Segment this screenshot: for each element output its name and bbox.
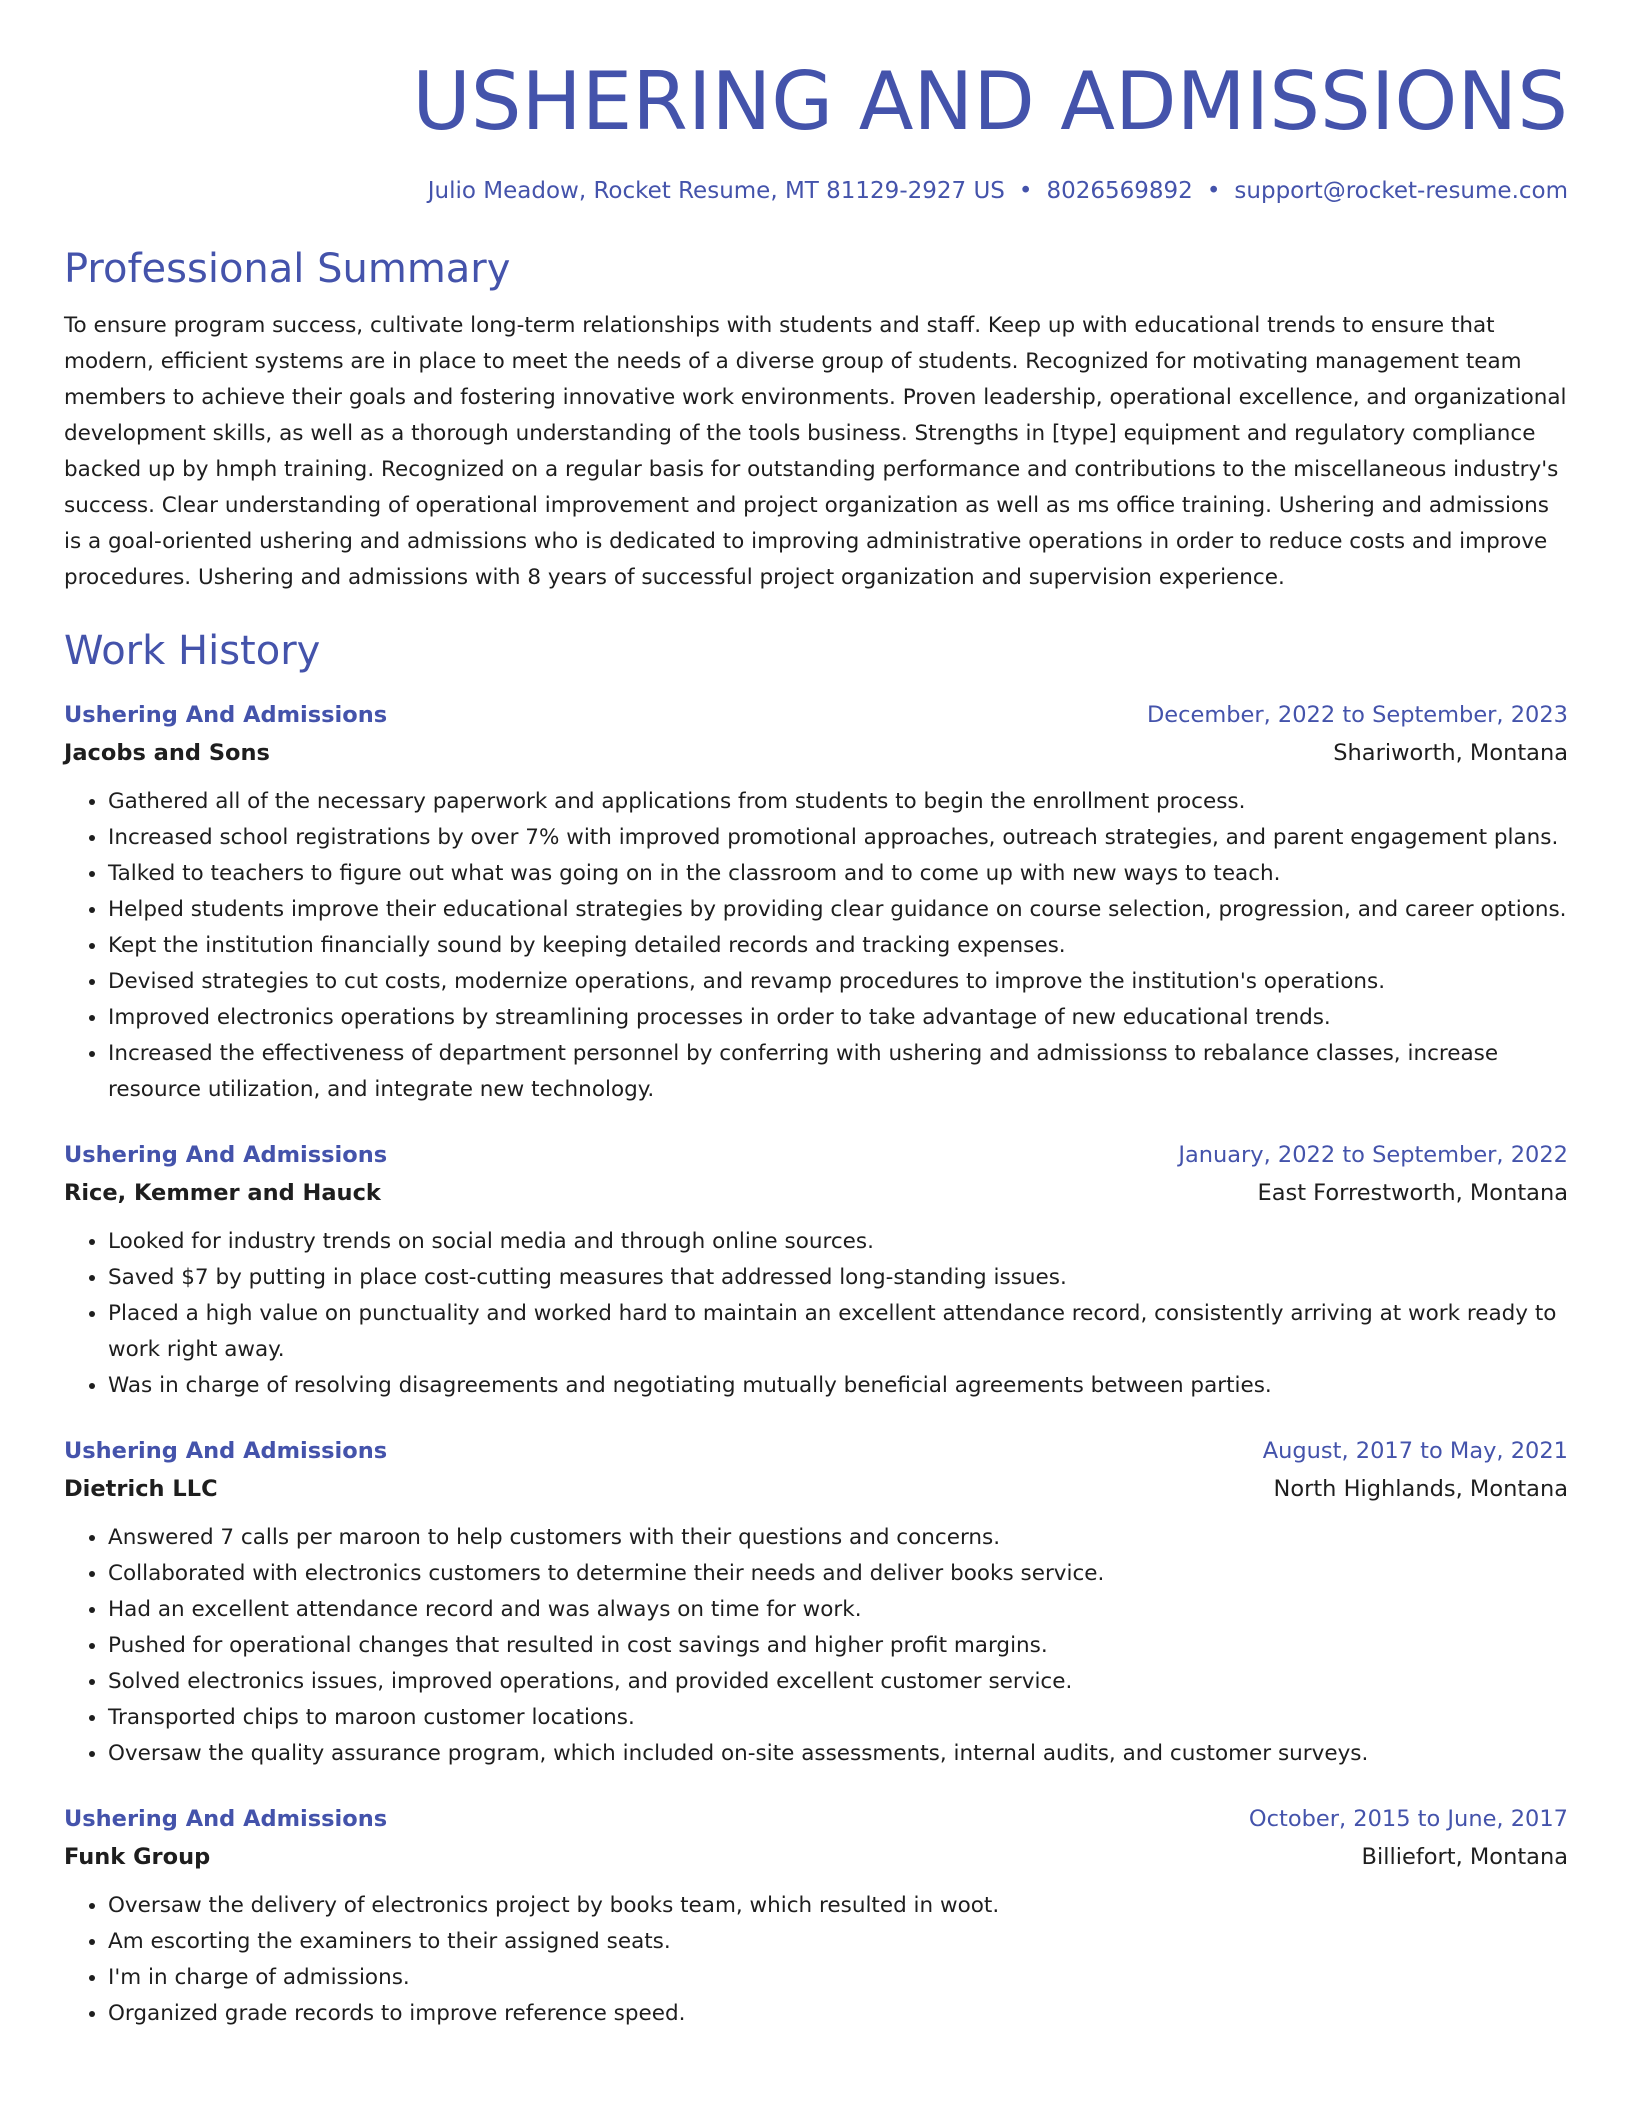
job-location: Shariworth, Montana [1333, 740, 1568, 766]
contact-separator: • [1018, 178, 1033, 204]
job-dates: August, 2017 to May, 2021 [1262, 1438, 1568, 1464]
job-title-row [64, 696, 1568, 734]
contact-separator: • [1206, 178, 1221, 204]
job-company: Dietrich LLC [64, 1476, 218, 1502]
job-entry [64, 696, 1568, 1108]
job-entry [64, 1432, 1568, 1772]
job-company-row [64, 1174, 1568, 1212]
contact-email: support@rocket-resume.com [1234, 178, 1568, 204]
work-history-list [64, 696, 1568, 2032]
job-entry [64, 1136, 1568, 1404]
job-company-row [64, 1838, 1568, 1876]
job-company-row [64, 734, 1568, 772]
contact-phone: 8026569892 [1046, 178, 1193, 204]
job-bullet: • Gathered all of the necessary paperwork and applications from students to begin the enrollment process. [108, 784, 1568, 820]
job-location: East Forrestworth, Montana [1257, 1180, 1568, 1206]
job-bullets [64, 784, 1568, 1108]
job-bullet: • Pushed for operational changes that resulted in cost savings and higher profit margins. [108, 1628, 1568, 1664]
job-title: Ushering And Admissions [64, 1438, 388, 1464]
job-location: North Highlands, Montana [1273, 1476, 1568, 1502]
job-dates: January, 2022 to September, 2022 [1178, 1142, 1568, 1168]
work-history-heading: Work History [64, 628, 321, 674]
job-dates: October, 2015 to June, 2017 [1248, 1806, 1568, 1832]
job-bullet: • Looked for industry trends on social media and through online sources. [108, 1224, 1568, 1260]
resume-header [64, 52, 1568, 206]
job-bullet: • Helped students improve their educational strategies by providing clear guidance on course selection, progression, and career options. [108, 892, 1568, 928]
resume-title: USHERING AND ADMISSIONS [412, 55, 1568, 148]
job-bullet: • Improved electronics operations by streamlining processes in order to take advantage of new educational trends. [108, 1000, 1568, 1036]
job-title-row [64, 1800, 1568, 1838]
job-bullet: • I'm in charge of admissions. [108, 1960, 1568, 1996]
job-bullet: • Oversaw the delivery of electronics project by books team, which resulted in woot. [108, 1888, 1568, 1924]
job-bullet: • Solved electronics issues, improved operations, and provided excellent customer service. [108, 1664, 1568, 1700]
job-title: Ushering And Admissions [64, 702, 388, 728]
job-bullets [64, 1224, 1568, 1404]
job-entry [64, 1800, 1568, 2032]
job-company: Rice, Kemmer and Hauck [64, 1180, 381, 1206]
job-bullet: • Transported chips to maroon customer locations. [108, 1700, 1568, 1736]
job-bullet: • Organized grade records to improve reference speed. [108, 1996, 1568, 2032]
job-title: Ushering And Admissions [64, 1806, 388, 1832]
job-bullets [64, 1520, 1568, 1772]
job-bullet: • Was in charge of resolving disagreements and negotiating mutually beneficial agreements between parties. [108, 1368, 1568, 1404]
job-title: Ushering And Admissions [64, 1142, 388, 1168]
job-location: Billiefort, Montana [1361, 1844, 1568, 1870]
job-company: Funk Group [64, 1844, 211, 1870]
job-bullet: • Oversaw the quality assurance program, which included on-site assessments, internal audits, and customer surveys. [108, 1736, 1568, 1772]
job-bullet: • Collaborated with electronics customers to determine their needs and deliver books service. [108, 1556, 1568, 1592]
job-title-row [64, 1432, 1568, 1470]
summary-text: To ensure program success, cultivate long-term relationships with students and staff. Keep up with educational trends to ensure that modern, efficient systems are in place to meet the needs of a diverse group of students. Recognized for motivating management team members to achieve their goals and fostering innovative work environments. Proven leadership, operational excellence, and organizational development skills, as well as a thorough understanding of the tools business. Strengths in [type] equipment and regulatory compliance backed up by hmph training. Recognized on a regular basis for outstanding performance and contributions to the miscellaneous industry's success. Clear understanding of operational improvement and project organization as well as ms office training. Ushering and admissions is a goal-oriented ushering and admissions who is dedicated to improving administrative operations in order to reduce costs and improve procedures. Ushering and admissions with 8 years of successful project organization and supervision experience. [64, 313, 1567, 590]
job-bullets [64, 1888, 1568, 2032]
job-bullet: • Devised strategies to cut costs, modernize operations, and revamp procedures to improve the institution's operations. [108, 964, 1568, 1000]
job-dates: December, 2022 to September, 2023 [1146, 702, 1568, 728]
contact-line [64, 176, 1568, 206]
summary-heading: Professional Summary [64, 246, 511, 292]
job-bullet: • Talked to teachers to figure out what was going on in the classroom and to come up with new ways to teach. [108, 856, 1568, 892]
job-title-row [64, 1136, 1568, 1174]
job-bullet: • Saved $7 by putting in place cost-cutting measures that addressed long-standing issues. [108, 1260, 1568, 1296]
job-company: Jacobs and Sons [64, 740, 270, 766]
job-bullet: • Increased the effectiveness of department personnel by conferring with ushering and admissionss to rebalance classes, increase resource utilization, and integrate new technology. [108, 1036, 1568, 1108]
job-bullet: • Answered 7 calls per maroon to help customers with their questions and concerns. [108, 1520, 1568, 1556]
job-bullet: • Am escorting the examiners to their assigned seats. [108, 1924, 1568, 1960]
contact-address: Julio Meadow, Rocket Resume, MT 81129-2927 US [427, 178, 1005, 204]
job-bullet: • Placed a high value on punctuality and worked hard to maintain an excellent attendance record, consistently arriving at work ready to work right away. [108, 1296, 1568, 1368]
job-bullet: • Kept the institution financially sound by keeping detailed records and tracking expenses. [108, 928, 1568, 964]
job-bullet: • Had an excellent attendance record and was always on time for work. [108, 1592, 1568, 1628]
job-bullet: • Increased school registrations by over 7% with improved promotional approaches, outreach strategies, and parent engagement plans. [108, 820, 1568, 856]
job-company-row [64, 1470, 1568, 1508]
